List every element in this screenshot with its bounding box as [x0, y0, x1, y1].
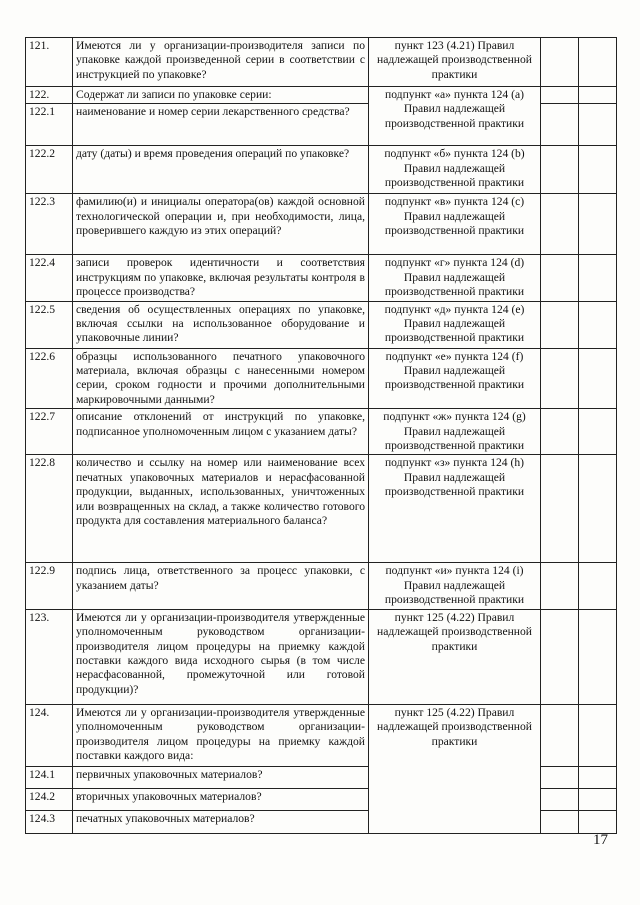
table-row	[26, 255, 617, 301]
note-cell	[579, 301, 617, 348]
item-number: 124.2	[26, 788, 73, 810]
answer-cell	[541, 255, 579, 301]
item-number: 122.2	[26, 146, 73, 194]
answer-cell	[541, 87, 579, 104]
table-row	[26, 87, 617, 104]
item-number: 124.	[26, 704, 73, 766]
note-cell	[579, 348, 617, 409]
item-question: Имеются ли у организации-производителя записи по упаковке каждой произведенной серии в соответствии с инструкцией по упаковке?	[73, 38, 369, 87]
table-row	[26, 609, 617, 704]
item-question: подпись лица, ответственного за процесс упаковки, с указанием даты?	[73, 563, 369, 609]
answer-cell	[541, 146, 579, 194]
item-reference: пункт 123 (4.21) Правил надлежащей производственной практики	[369, 38, 541, 87]
table-row	[26, 348, 617, 409]
note-cell	[579, 87, 617, 104]
answer-cell	[541, 455, 579, 563]
table-row	[26, 455, 617, 563]
note-cell	[579, 146, 617, 194]
item-number: 122.9	[26, 563, 73, 609]
item-question: Имеются ли у организации-производителя утвержденные уполномоченным руководством организации-производителя лицом процедуры на приемку каждой поставки каждого вида:	[73, 704, 369, 766]
item-reference: подпункт «в» пункта 124 (с) Правил надлежащей производственной практики	[369, 194, 541, 255]
note-cell	[579, 563, 617, 609]
item-number: 122.	[26, 87, 73, 104]
item-question: первичных упаковочных материалов?	[73, 766, 369, 788]
item-number: 122.6	[26, 348, 73, 409]
item-number: 122.4	[26, 255, 73, 301]
item-number: 124.3	[26, 810, 73, 833]
item-reference: пункт 125 (4.22) Правил надлежащей производственной практики	[369, 609, 541, 704]
item-reference: подпункт «з» пункта 124 (h) Правил надлежащей производственной практики	[369, 455, 541, 563]
answer-cell	[541, 788, 579, 810]
table-row	[26, 194, 617, 255]
item-number: 122.3	[26, 194, 73, 255]
item-reference: подпункт «и» пункта 124 (i) Правил надлежащей производственной практики	[369, 563, 541, 609]
note-cell	[579, 38, 617, 87]
table-row	[26, 563, 617, 609]
item-reference: пункт 125 (4.22) Правил надлежащей производственной практики	[369, 704, 541, 833]
table-row	[26, 704, 617, 766]
item-reference: подпункт «а» пункта 124 (а) Правил надлежащей производственной практики	[369, 87, 541, 146]
table-row	[26, 38, 617, 87]
item-question: вторичных упаковочных материалов?	[73, 788, 369, 810]
answer-cell	[541, 704, 579, 766]
item-question: дату (даты) и время проведения операций по упаковке?	[73, 146, 369, 194]
note-cell	[579, 766, 617, 788]
answer-cell	[541, 766, 579, 788]
answer-cell	[541, 348, 579, 409]
item-question: количество и ссылку на номер или наименование всех печатных упаковочных материалов и нерасфасованной продукции, выданных, использованных, уничтоженных или возвращенных на склад, а также количество готового продукта для составления материального баланса?	[73, 455, 369, 563]
item-reference: подпункт «г» пункта 124 (d) Правил надлежащей производственной практики	[369, 255, 541, 301]
checklist-table	[25, 37, 617, 834]
note-cell	[579, 704, 617, 766]
item-question: записи проверок идентичности и соответствия инструкциям по упаковке, включая результаты контроля в процессе производства?	[73, 255, 369, 301]
note-cell	[579, 194, 617, 255]
note-cell	[579, 810, 617, 833]
answer-cell	[541, 810, 579, 833]
item-reference: подпункт «ж» пункта 124 (g) Правил надлежащей производственной практики	[369, 409, 541, 455]
item-question: сведения об осуществленных операциях по упаковке, включая ссылки на использованное оборудование и упаковочные линии?	[73, 301, 369, 348]
item-number: 122.1	[26, 104, 73, 146]
item-question: печатных упаковочных материалов?	[73, 810, 369, 833]
item-reference: подпункт «д» пункта 124 (е) Правил надлежащей производственной практики	[369, 301, 541, 348]
item-number: 122.7	[26, 409, 73, 455]
item-question: наименование и номер серии лекарственного средства?	[73, 104, 369, 146]
item-question: фамилию(и) и инициалы оператора(ов) каждой основной технологической операции и, при необходимости, лица, проверившего каждую из этих операций?	[73, 194, 369, 255]
answer-cell	[541, 563, 579, 609]
item-question: Содержат ли записи по упаковке серии:	[73, 87, 369, 104]
note-cell	[579, 409, 617, 455]
item-number: 123.	[26, 609, 73, 704]
item-number: 122.8	[26, 455, 73, 563]
answer-cell	[541, 409, 579, 455]
note-cell	[579, 788, 617, 810]
item-number: 122.5	[26, 301, 73, 348]
note-cell	[579, 255, 617, 301]
item-question: Имеются ли у организации-производителя утвержденные уполномоченным руководством организации-производителя лицом процедуры на приемку каждой поставки каждого вида исходного сырья (в том числе нерасфасованной, промежуточной или готовой продукции)?	[73, 609, 369, 704]
item-question: описание отклонений от инструкций по упаковке, подписанное уполномоченным лицом с указанием даты?	[73, 409, 369, 455]
answer-cell	[541, 194, 579, 255]
table-row	[26, 301, 617, 348]
item-question: образцы использованного печатного упаковочного материала, включая образцы с нанесенными номером серии, сроком годности и прочими дополнительными маркировочными данными?	[73, 348, 369, 409]
item-number: 124.1	[26, 766, 73, 788]
table-row	[26, 146, 617, 194]
answer-cell	[541, 104, 579, 146]
item-number: 121.	[26, 38, 73, 87]
note-cell	[579, 455, 617, 563]
answer-cell	[541, 609, 579, 704]
item-reference: подпункт «е» пункта 124 (f) Правил надлежащей производственной практики	[369, 348, 541, 409]
answer-cell	[541, 301, 579, 348]
table-row	[26, 409, 617, 455]
page-number: 17	[593, 832, 608, 848]
answer-cell	[541, 38, 579, 87]
note-cell	[579, 104, 617, 146]
item-reference: подпункт «б» пункта 124 (b) Правил надлежащей производственной практики	[369, 146, 541, 194]
note-cell	[579, 609, 617, 704]
